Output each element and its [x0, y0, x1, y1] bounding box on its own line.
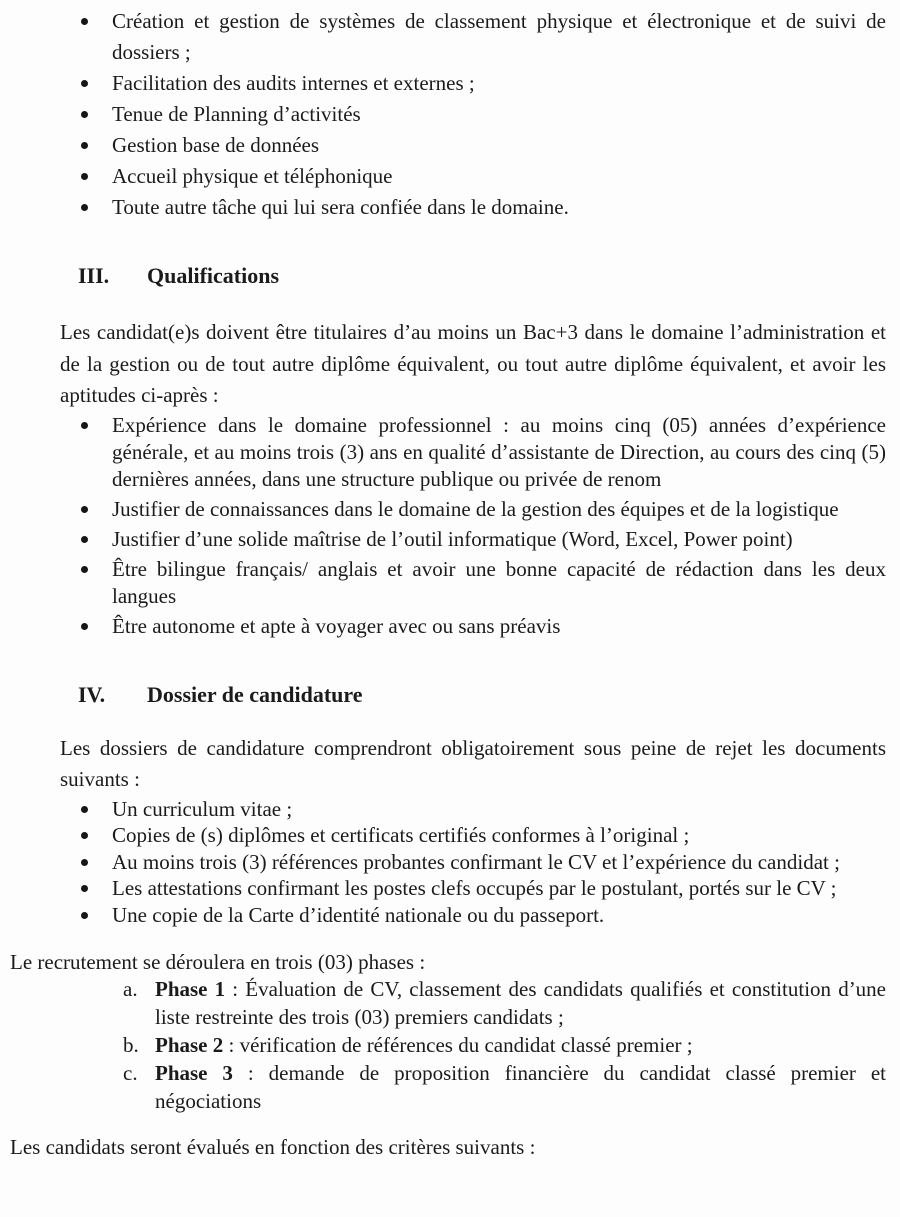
- qualifications-bullet-list: [0, 412, 900, 640]
- phase-label: Phase 1: [155, 977, 226, 1001]
- list-item-text: Un curriculum vitae ;: [112, 796, 293, 821]
- list-item-text: Les attestations confirmant les postes clefs occupés par le postulant, portés sur le CV ;: [112, 876, 837, 900]
- list-item-text: Facilitation des audits internes et externes ;: [112, 71, 475, 95]
- list-item: [78, 875, 886, 902]
- list-item-text: Une copie de la Carte d’identité nationale ou du passeport.: [112, 902, 605, 927]
- list-item: [78, 849, 886, 876]
- bullet-icon: [81, 885, 88, 892]
- list-marker: b.: [123, 1033, 139, 1057]
- list-item-text: Justifier d’une solide maîtrise de l’outil informatique (Word, Excel, Power point): [112, 526, 793, 551]
- bullet-icon: [81, 80, 88, 87]
- list-item: [78, 130, 886, 161]
- dossier-bullet-list: [0, 796, 900, 929]
- section-title: Dossier de candidature: [147, 681, 363, 707]
- list-item: [78, 822, 886, 849]
- list-item: [78, 161, 886, 192]
- list-item: [78, 412, 886, 493]
- list-item: [78, 796, 886, 823]
- list-item: [78, 68, 886, 99]
- list-item: [78, 99, 886, 130]
- phase-label: Phase 3: [155, 1061, 233, 1085]
- list-item-text: Être bilingue français/ anglais et avoir une bonne capacité de rédaction dans les deux langues: [112, 556, 886, 608]
- phase-text: : vérification de références du candidat classé premier ;: [223, 1033, 693, 1057]
- list-item-text: Au moins trois (3) références probantes confirmant le CV et l’expérience du candidat ;: [112, 849, 840, 874]
- phase-text: : demande de proposition financière du candidat classé premier et négociations: [155, 1061, 886, 1113]
- bullet-icon: [81, 832, 88, 839]
- list-item: [78, 526, 886, 553]
- list-item: [78, 902, 886, 929]
- bullet-icon: [81, 806, 88, 813]
- list-item-text: Accueil physique et téléphonique: [112, 164, 393, 188]
- paragraph-dossier-intro: Les dossiers de candidature comprendront obligatoirement sous peine de rejet les documents suivants :: [60, 735, 886, 791]
- bullet-icon: [81, 173, 88, 180]
- bullet-icon: [81, 422, 88, 429]
- phase-item: [10, 1031, 886, 1059]
- phase-item: [10, 975, 886, 1031]
- list-item: [78, 192, 886, 223]
- tasks-bullet-list: [0, 6, 900, 223]
- list-item: [78, 613, 886, 640]
- bullet-icon: [81, 912, 88, 919]
- list-item-text: Création et gestion de systèmes de classement physique et électronique et de suivi de dossiers ;: [112, 9, 886, 64]
- phase-label: Phase 2: [155, 1033, 224, 1057]
- list-item-text: Tenue de Planning d’activités: [112, 102, 361, 126]
- list-item-text: Copies de (s) diplômes et certificats certifiés conformes à l’original ;: [112, 823, 690, 847]
- phase-text: : Évaluation de CV, classement des candidats qualifiés et constitution d’une liste restreinte des trois (03) premiers candidats ;: [155, 977, 887, 1029]
- bullet-icon: [81, 18, 88, 25]
- bullet-icon: [81, 623, 88, 630]
- phases-list: [10, 975, 886, 1115]
- list-item: [78, 496, 886, 523]
- section-number: IV.: [78, 681, 106, 707]
- section-heading-qualifications: [78, 261, 900, 290]
- bullet-icon: [81, 506, 88, 513]
- list-item: [78, 6, 886, 68]
- list-marker: c.: [123, 1061, 138, 1085]
- paragraph-qualifications-intro: Les candidat(e)s doivent être titulaires d’au moins un Bac+3 dans le domaine l’administration et de la gestion ou de tout autre diplôme équivalent, ou tout autre diplôme équivalent, et avoir les aptitudes ci-après :: [60, 320, 886, 407]
- section-heading-dossier: [78, 680, 900, 709]
- bullet-icon: [81, 142, 88, 149]
- list-item-text: Toute autre tâche qui lui sera confiée dans le domaine.: [112, 195, 569, 219]
- list-item-text: Être autonome et apte à voyager avec ou sans préavis: [112, 613, 561, 638]
- section-number: III.: [78, 263, 110, 288]
- bullet-icon: [81, 204, 88, 211]
- list-item-text: Gestion base de données: [112, 133, 320, 157]
- bullet-icon: [81, 859, 88, 866]
- phase-item: [10, 1059, 886, 1115]
- list-item-text: Justifier de connaissances dans le domaine de la gestion des équipes et de la logistique: [112, 496, 839, 521]
- bullet-icon: [81, 566, 88, 573]
- paragraph-recruitment-intro: Le recrutement se déroulera en trois (03) phases :: [10, 950, 426, 974]
- bullet-icon: [81, 111, 88, 118]
- section-title: Qualifications: [147, 263, 280, 288]
- paragraph-criteria-intro: Les candidats seront évalués en fonction des critères suivants :: [10, 1135, 536, 1159]
- list-item-text: Expérience dans le domaine professionnel : au moins cinq (05) années d’expérience générale, et au moins trois (3) ans en qualité d’assistante de Direction, au cours des cinq (5) dernières années, dans une structure publique ou privée de renom: [112, 412, 886, 491]
- bullet-icon: [81, 536, 88, 543]
- list-marker: a.: [123, 977, 138, 1001]
- list-item: [78, 556, 886, 610]
